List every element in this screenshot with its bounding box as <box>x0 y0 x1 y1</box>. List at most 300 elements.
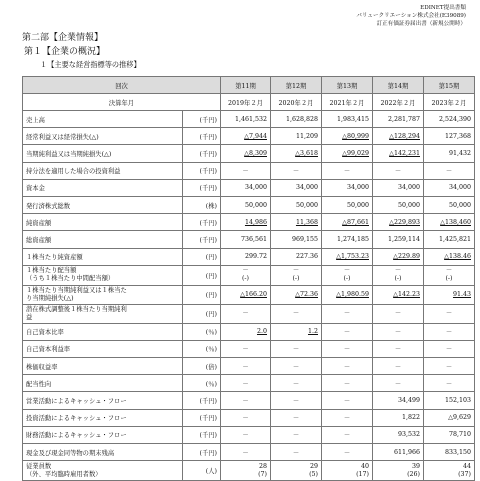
row-value <box>271 196 322 213</box>
value-text: － <box>343 432 351 440</box>
row-unit: (千円) <box>183 128 221 145</box>
table-row <box>23 323 475 340</box>
row-value <box>221 461 271 481</box>
row-label-line-1: 潜在株式調整後１株当たり当期純利 <box>26 305 127 313</box>
row-unit: (円) <box>183 304 221 323</box>
value-text: 611,966 <box>393 448 420 456</box>
value-text: 34,000 <box>448 184 471 192</box>
row-value <box>271 323 322 340</box>
value-text: 34,000 <box>295 184 318 192</box>
row-value <box>424 196 475 213</box>
row-value <box>373 265 424 285</box>
row-value <box>271 375 322 392</box>
row-label: 財務活動によるキャッシュ・フロー <box>23 426 183 443</box>
row-value <box>424 304 475 323</box>
row-value <box>271 304 322 323</box>
value-text: 34,000 <box>397 184 420 192</box>
value-text: 1,461,532 <box>234 115 267 123</box>
table-row <box>23 409 475 426</box>
value-text: － <box>394 363 402 371</box>
row-value <box>221 358 271 375</box>
row-value <box>373 111 424 128</box>
row-value <box>424 444 475 461</box>
value-sub: (5) <box>309 470 318 478</box>
value-text: △229.89 <box>393 253 420 261</box>
header-cell: 2020年２月 <box>271 94 322 111</box>
row-value <box>373 340 424 357</box>
row-value <box>322 304 373 323</box>
value-text: △87,661 <box>342 218 369 226</box>
row-label <box>23 285 183 304</box>
value-sub: (37) <box>458 470 471 478</box>
value-text: 833,150 <box>444 448 471 456</box>
row-value <box>373 196 424 213</box>
value-text: － <box>242 449 249 457</box>
row-label: 純資産額 <box>23 214 183 231</box>
row-value <box>221 248 271 265</box>
header-cell: 第11期 <box>221 77 271 94</box>
row-unit: (株) <box>183 196 221 213</box>
value-text: － <box>292 398 300 406</box>
row-label: 現金及び現金同等物の期末残高 <box>23 444 183 461</box>
value-text: － <box>343 168 351 176</box>
value-sub: (17) <box>356 470 369 478</box>
header-cell: 第15期 <box>424 77 475 94</box>
row-value <box>373 304 424 323</box>
row-value <box>322 426 373 443</box>
row-label: 経常利益又は経常損失(△) <box>23 128 183 145</box>
table-row <box>23 231 475 248</box>
row-value <box>322 265 373 285</box>
financial-indicators-table <box>22 76 475 481</box>
header-cell: 2019年２月 <box>221 94 271 111</box>
row-label-line-1: １株当たり配当額 <box>26 267 77 275</box>
row-value <box>322 375 373 392</box>
value-text: － <box>343 449 351 457</box>
value-text: － <box>445 346 453 354</box>
value-text: 227.36 <box>295 253 318 261</box>
row-value <box>271 426 322 443</box>
value-text: － <box>292 267 300 275</box>
row-value <box>221 162 271 179</box>
value-text: － <box>292 168 300 176</box>
row-value <box>221 111 271 128</box>
value-sub: (-) <box>241 275 250 283</box>
header-line-2: バリュークリエーション株式会社(E39089) <box>356 13 466 19</box>
value-text: － <box>343 309 351 317</box>
value-text: 34,000 <box>346 184 369 192</box>
table-row <box>23 358 475 375</box>
table-row <box>23 162 475 179</box>
row-value <box>221 340 271 357</box>
value-text: － <box>445 380 453 388</box>
value-text: － <box>394 329 402 337</box>
value-text: 2,281,787 <box>387 115 420 123</box>
row-unit: (円) <box>183 265 221 285</box>
row-label-line-2: （うち１株当たり中間配当額） <box>26 275 115 283</box>
table-row <box>23 392 475 409</box>
value-text: － <box>242 346 249 354</box>
value-text: △138.46 <box>444 253 471 261</box>
value-text: 78,710 <box>448 431 471 439</box>
row-unit: (千円) <box>183 392 221 409</box>
value-text: 50,000 <box>346 201 369 209</box>
row-label <box>23 265 183 285</box>
row-unit: (千円) <box>183 214 221 231</box>
row-unit: (千円) <box>183 162 221 179</box>
row-unit: (％) <box>183 323 221 340</box>
row-value <box>271 358 322 375</box>
value-text: △229,893 <box>389 218 420 226</box>
value-text: － <box>445 363 453 371</box>
header-line-1: EDINET提出書類 <box>420 5 466 11</box>
value-text: － <box>292 363 300 371</box>
value-text: － <box>292 309 300 317</box>
value-text: － <box>394 346 402 354</box>
value-text: － <box>292 346 300 354</box>
value-text: － <box>242 380 249 388</box>
value-text: 1,259,114 <box>387 235 420 243</box>
row-unit: (円) <box>183 285 221 304</box>
row-value <box>424 392 475 409</box>
row-value <box>373 214 424 231</box>
value-text: △166.20 <box>240 290 267 298</box>
value-text: － <box>292 380 300 388</box>
row-value <box>373 162 424 179</box>
value-text: △9,629 <box>448 414 471 422</box>
row-value <box>322 231 373 248</box>
value-text: 14,986 <box>244 218 267 226</box>
row-value <box>373 409 424 426</box>
value-text: △138,460 <box>440 218 471 226</box>
value-text: 40 <box>360 462 369 470</box>
row-value <box>271 461 322 481</box>
value-text: 11,209 <box>295 132 318 140</box>
table-row <box>23 196 475 213</box>
part-title: 第二部【企業情報】 <box>22 33 104 43</box>
value-text: 969,155 <box>291 235 318 243</box>
value-text: － <box>242 309 249 317</box>
row-value <box>271 248 322 265</box>
table-row <box>23 426 475 443</box>
table-row <box>23 461 475 481</box>
table-header-row <box>23 94 475 111</box>
row-value <box>373 248 424 265</box>
row-unit: (円) <box>183 248 221 265</box>
row-label: 発行済株式総数 <box>23 196 183 213</box>
row-value <box>424 358 475 375</box>
row-value <box>373 145 424 162</box>
row-value <box>322 444 373 461</box>
value-text: 34,000 <box>244 184 267 192</box>
value-text: － <box>394 267 402 275</box>
row-label: 投資活動によるキャッシュ・フロー <box>23 409 183 426</box>
value-text: △8,309 <box>244 149 267 157</box>
row-value <box>271 285 322 304</box>
row-value <box>322 128 373 145</box>
row-label-line-2: 益 <box>26 313 33 321</box>
value-text: 91.43 <box>452 290 471 298</box>
value-text: 1,628,828 <box>285 115 318 123</box>
row-value <box>271 409 322 426</box>
value-text: 152,103 <box>444 397 471 405</box>
value-text: － <box>445 168 453 176</box>
row-value <box>221 179 271 196</box>
table-row <box>23 265 475 285</box>
row-value <box>424 231 475 248</box>
value-text: △72.36 <box>295 290 318 298</box>
row-value <box>424 285 475 304</box>
value-text: － <box>242 432 249 440</box>
value-text: － <box>242 415 249 423</box>
table-row <box>23 285 475 304</box>
row-value <box>373 285 424 304</box>
row-value <box>373 426 424 443</box>
value-text: △1,980.59 <box>336 290 369 298</box>
row-value <box>322 409 373 426</box>
value-text: － <box>242 267 249 275</box>
row-value <box>424 375 475 392</box>
section-title: 第１【企業の概況】 <box>24 47 106 57</box>
table-row <box>23 128 475 145</box>
row-value <box>271 111 322 128</box>
row-value <box>322 145 373 162</box>
table-row <box>23 111 475 128</box>
row-value <box>322 323 373 340</box>
row-value <box>424 128 475 145</box>
row-unit: (倍) <box>183 358 221 375</box>
value-sub: (7) <box>258 470 267 478</box>
value-text: 50,000 <box>448 201 471 209</box>
table-row <box>23 214 475 231</box>
row-value <box>373 323 424 340</box>
value-text: － <box>445 309 453 317</box>
row-label <box>23 304 183 323</box>
value-text: － <box>343 267 351 275</box>
value-text: 11,368 <box>295 218 318 226</box>
row-label <box>23 461 183 481</box>
row-unit: (千円) <box>183 444 221 461</box>
header-cell: 第13期 <box>322 77 373 94</box>
value-text: － <box>343 398 351 406</box>
value-text: 2.0 <box>256 328 267 336</box>
value-text: － <box>343 346 351 354</box>
row-value <box>373 375 424 392</box>
value-text: △1,753.23 <box>336 253 369 261</box>
row-unit: (千円) <box>183 145 221 162</box>
row-value <box>322 248 373 265</box>
value-text: △142.23 <box>393 290 420 298</box>
value-text: － <box>292 449 300 457</box>
table-row <box>23 179 475 196</box>
row-value <box>322 179 373 196</box>
table-row <box>23 304 475 323</box>
row-unit: (人) <box>183 461 221 481</box>
row-value <box>424 145 475 162</box>
value-text: 736,561 <box>240 235 267 243</box>
row-label: 売上高 <box>23 111 183 128</box>
row-value <box>322 285 373 304</box>
header-cell: 2021年２月 <box>322 94 373 111</box>
value-text: 299.72 <box>244 253 267 261</box>
row-label: 資本金 <box>23 179 183 196</box>
row-unit: (％) <box>183 375 221 392</box>
row-value <box>424 323 475 340</box>
row-value <box>373 231 424 248</box>
row-value <box>424 409 475 426</box>
value-text: △99,029 <box>342 149 369 157</box>
row-label-line-2: （外、平均臨時雇用者数） <box>26 470 102 478</box>
row-value <box>221 196 271 213</box>
value-text: 50,000 <box>244 201 267 209</box>
table-row <box>23 340 475 357</box>
row-value <box>373 358 424 375</box>
row-value <box>221 426 271 443</box>
row-value <box>271 128 322 145</box>
value-text: △7,944 <box>244 132 267 140</box>
value-text: － <box>292 415 300 423</box>
value-text: 50,000 <box>295 201 318 209</box>
row-value <box>373 444 424 461</box>
table-header-row <box>23 77 475 94</box>
value-sub: (26) <box>407 470 420 478</box>
value-text: － <box>445 329 453 337</box>
row-value <box>322 392 373 409</box>
row-value <box>221 392 271 409</box>
row-value <box>221 231 271 248</box>
value-text: 2,524,390 <box>438 115 471 123</box>
edinet-header <box>356 4 466 28</box>
value-text: 1,425,821 <box>438 235 471 243</box>
row-value <box>271 162 322 179</box>
value-text: － <box>394 380 402 388</box>
value-text: 1,274,185 <box>336 235 369 243</box>
row-value <box>373 392 424 409</box>
row-unit: (千円) <box>183 426 221 443</box>
header-cell: 2022年２月 <box>373 94 424 111</box>
subsection-title: １【主要な経営指標等の推移】 <box>40 60 141 69</box>
table-row <box>23 248 475 265</box>
row-value <box>424 426 475 443</box>
value-text: 1,983,415 <box>336 115 369 123</box>
row-unit: (％) <box>183 340 221 357</box>
value-text: 28 <box>258 462 267 470</box>
row-label: 自己資本比率 <box>23 323 183 340</box>
value-text: 91,432 <box>448 149 471 157</box>
header-label: 回次 <box>23 77 221 94</box>
row-value <box>271 231 322 248</box>
row-value <box>373 128 424 145</box>
row-label: 自己資本利益率 <box>23 340 183 357</box>
row-value <box>221 409 271 426</box>
row-value <box>424 162 475 179</box>
value-text: － <box>242 168 249 176</box>
value-sub: (-) <box>394 275 402 283</box>
header-cell: 第14期 <box>373 77 424 94</box>
value-text: △142,231 <box>389 149 420 157</box>
value-text: － <box>292 432 300 440</box>
value-text: 93,532 <box>397 431 420 439</box>
row-value <box>221 265 271 285</box>
row-value <box>221 128 271 145</box>
value-sub: (-) <box>343 275 351 283</box>
row-label-line-2: り当期純損失(△) <box>26 294 74 302</box>
row-value <box>271 265 322 285</box>
value-text: － <box>394 168 402 176</box>
row-value <box>373 179 424 196</box>
value-text: － <box>343 380 351 388</box>
row-value <box>322 111 373 128</box>
row-label: 株価収益率 <box>23 358 183 375</box>
row-value <box>221 444 271 461</box>
header-label: 決算年月 <box>23 94 221 111</box>
row-value <box>221 304 271 323</box>
value-text: － <box>343 363 351 371</box>
row-value <box>221 145 271 162</box>
value-text: 44 <box>462 462 471 470</box>
row-value <box>322 358 373 375</box>
value-text: △3,618 <box>295 149 318 157</box>
row-value <box>424 340 475 357</box>
header-cell: 第12期 <box>271 77 322 94</box>
row-value <box>271 145 322 162</box>
row-value <box>271 444 322 461</box>
value-text: － <box>343 415 351 423</box>
row-value <box>221 375 271 392</box>
value-text: 50,000 <box>397 201 420 209</box>
row-value <box>424 265 475 285</box>
row-value <box>322 461 373 481</box>
row-label-line-1: １株当たり当期純利益又は１株当た <box>26 286 127 294</box>
row-label: 持分法を適用した場合の投資利益 <box>23 162 183 179</box>
table-row <box>23 145 475 162</box>
row-unit: (千円) <box>183 231 221 248</box>
value-text: － <box>394 309 402 317</box>
value-text: △128,294 <box>389 132 420 140</box>
value-text: － <box>242 398 249 406</box>
value-text: － <box>343 329 351 337</box>
row-value <box>221 214 271 231</box>
row-value <box>271 214 322 231</box>
row-value <box>221 285 271 304</box>
value-text: 1,822 <box>401 414 420 422</box>
value-text: 127,368 <box>444 132 471 140</box>
row-value <box>424 179 475 196</box>
value-text: － <box>445 267 453 275</box>
row-label: 当期純利益又は当期純損失(△) <box>23 145 183 162</box>
row-value <box>322 214 373 231</box>
value-text: 39 <box>411 462 420 470</box>
row-label: 営業活動によるキャッシュ・フロー <box>23 392 183 409</box>
row-unit: (千円) <box>183 111 221 128</box>
row-value <box>424 461 475 481</box>
header-cell: 2023年２月 <box>424 94 475 111</box>
row-unit: (千円) <box>183 179 221 196</box>
row-label: １株当たり純資産額 <box>23 248 183 265</box>
row-value <box>322 340 373 357</box>
row-unit: (千円) <box>183 409 221 426</box>
value-sub: (-) <box>445 275 453 283</box>
row-value <box>322 196 373 213</box>
row-value <box>221 323 271 340</box>
row-value <box>424 111 475 128</box>
value-text: － <box>242 363 249 371</box>
header-line-3: 訂正有価証券届出書（新規公開時） <box>376 21 466 27</box>
value-text: 29 <box>309 462 318 470</box>
value-text: 34,499 <box>397 397 420 405</box>
table-row <box>23 444 475 461</box>
row-value <box>271 340 322 357</box>
